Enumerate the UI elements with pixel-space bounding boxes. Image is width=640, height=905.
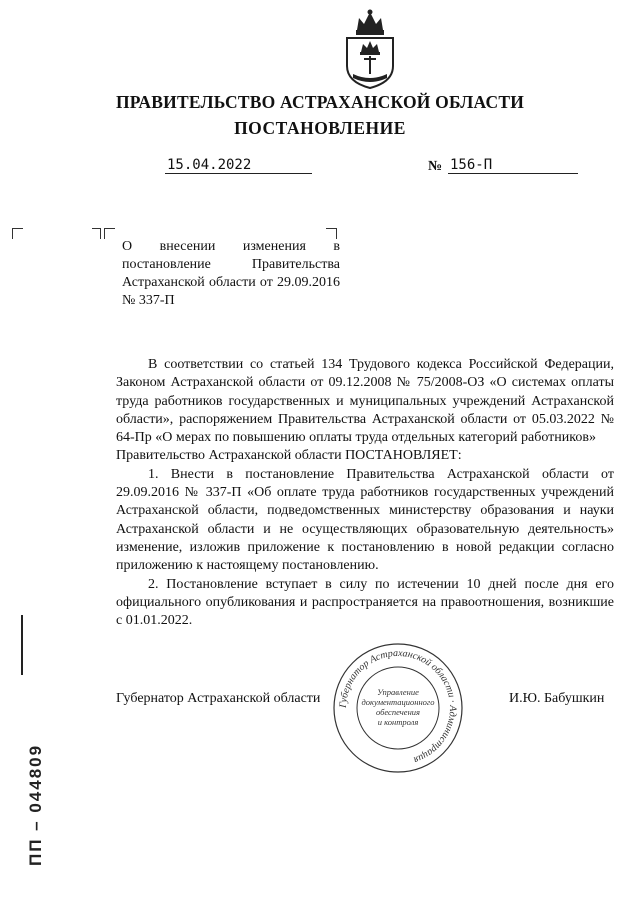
document-date: 15.04.2022 (165, 157, 312, 174)
organization-title: ПРАВИТЕЛЬСТВО АСТРАХАНСКОЙ ОБЛАСТИ (115, 92, 525, 112)
corner-mark-left (12, 228, 23, 239)
official-stamp (330, 640, 466, 776)
signer-position: Губернатор Астраханской области (116, 691, 321, 706)
document-number: 156-П (448, 157, 578, 174)
stamp-line-2: документационного (361, 697, 435, 707)
stamp-line-1: Управление (377, 687, 419, 697)
corner-mark-subject-left (92, 228, 101, 239)
side-serial-text: ПП – 044809 (26, 743, 45, 866)
stamp-line-4: и контроля (377, 717, 419, 727)
stamp-line-3: обеспечения (375, 707, 421, 717)
resolves-line: Правительство Астраханской области ПОСТАНОВЛЯЕТ: (116, 448, 462, 464)
stamp-ring-text: Губернатор Астраханской области · Администрация (337, 647, 459, 766)
corner-mark-subject-left2 (104, 228, 115, 239)
margin-line (21, 615, 23, 675)
document-subject: О внесении изменения в постановление Правительства Астраханской области от 29.09.2016 № 337-П (122, 239, 340, 308)
item-2-paragraph: 2. Постановление вступает в силу по истечении 10 дней после дня его официального опубликования и распространяется на правоотношения, возникшие с 01.01.2022. (116, 576, 614, 629)
coat-of-arms-emblem (339, 8, 401, 90)
document-body (116, 356, 614, 630)
preamble-paragraph: В соответствии со статьей 134 Трудового кодекса Российской Федерации, Законом Астраханской области от 09.12.2008 № 75/2008-ОЗ «О системах оплаты труда работников государственных и муниципальных учреждений Астраханской области», распоряжением Правительства Астраханской области от 05.03.2022 № 64-Пр «О мерах по повышению оплаты труда отдельных категорий работников» (116, 357, 614, 446)
side-serial-number (22, 718, 48, 868)
item-1-paragraph: 1. Внести в постановление Правительства Астраханской области от 29.09.2016 № 337-П «Об оплате труда работников государственных учреждений Астраханской области, подведомственных министерству образования и науки Астраханской области и не осуществляющих образовательную деятельность» изменение, изложив приложение к постановлению в новой редакции согласно приложению к настоящему постановлению. (116, 466, 614, 574)
signer-name: И.Ю. Бабушкин (509, 691, 605, 706)
document-type-title: ПОСТАНОВЛЕНИЕ (234, 118, 406, 138)
number-label: № (428, 159, 443, 174)
